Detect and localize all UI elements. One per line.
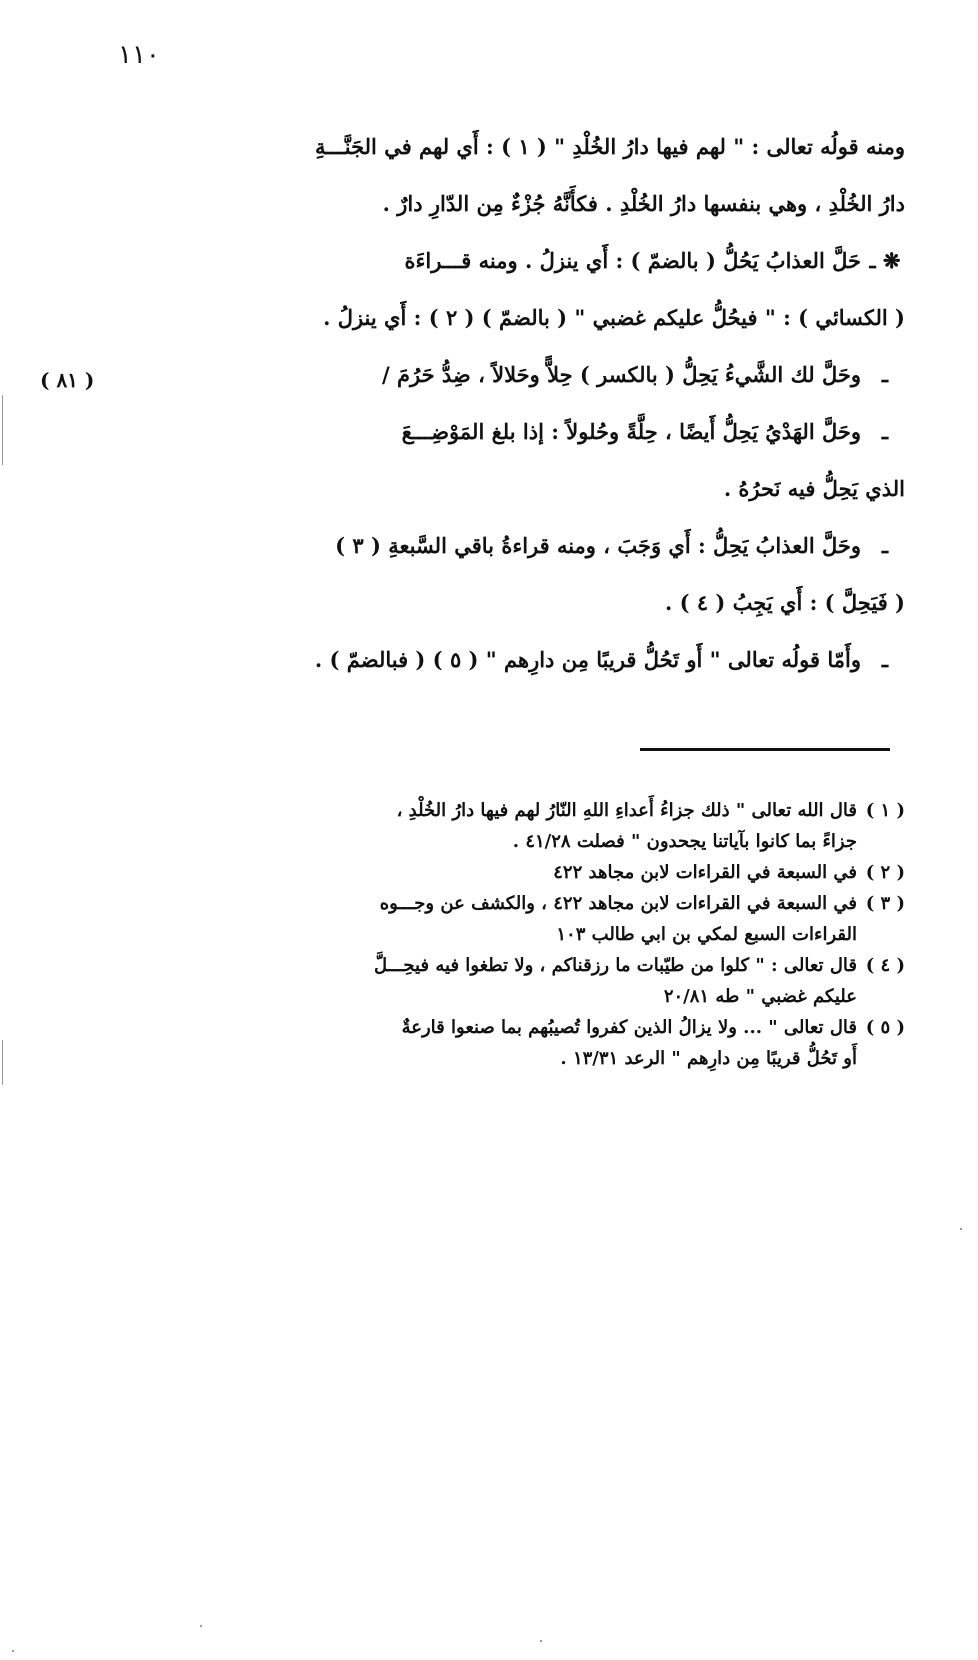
entry-text: حَلَّ العذابُ يَحُلُّ ( بالضمّ ) : أَي ينزلُ . ومنه قـــراءَة [404,248,861,273]
entry-continuation: الذي يَحِلُّ فيه نَحرُهُ . [723,476,905,501]
footnote [115,857,905,888]
footnote-text [115,795,857,857]
entry-marker: ـ [881,419,889,444]
footnote-text [115,950,857,1012]
scan-artifact [2,395,3,465]
entry-line [115,631,905,688]
footnote [115,795,905,857]
footnote-number: ( ٥ ) [865,1017,905,1038]
entry-marker: ـ [881,362,889,387]
scan-speck [960,1228,962,1230]
entry-marker: ـ [881,533,889,558]
footnote-line: أَو تَحُلُّ قريبًا مِن دارِهم " الرعد ١٣/٣١ . [560,1048,857,1069]
entry-text: وحَلَّ لك الشَّيءُ يَحِلُّ ( بالكسر ) حِلاًّ وحَلالاً ، ضِدُّ حَرُمَ / [382,362,861,387]
margin-reference: ( ٨١ ) [40,368,95,392]
scan-speck [200,1625,202,1627]
paragraph-line: ومنه قولُه تعالى : " لهم فيها دارُ الخُلْدِ " ( ١ ) : أَي لهم في الجَنَّـــةِ [315,134,905,159]
entry-line [115,346,905,403]
scan-speck [12,1650,14,1652]
page-number: ١١٠ [118,40,160,70]
entry-continuation: ( فَيَحِلَّ ) : أَي يَجِبُ ( ٤ ) . [664,590,905,615]
footnote-line: في السبعة في القراءات لابن مجاهد ٤٢٢ [553,862,857,883]
footnote-text [115,1012,857,1074]
entry-marker: ❋ ـ [869,248,901,273]
entry-line [115,403,905,460]
footnote-line: في السبعة في القراءات لابن مجاهد ٤٢٢ ، والكشف عن وجـــوه [379,893,857,914]
main-text [115,118,905,688]
footnote-line: جزاءً بما كانوا بآياتنا يجحدون " فصلت ٤١/٢٨ . [512,831,857,852]
footnote-line: قال تعالى " ... ولا يزالُ الذين كفروا تُصيبُهم بما صنعوا قارعةٌ [401,1017,857,1038]
footnote-text [115,857,857,888]
entry-continuation: ( الكسائي ) : " فيحُلُّ عليكم غضبي " ( بالضمّ ) ( ٢ ) : أَي ينزلُ . [323,305,905,330]
footnote-line: عليكم غضبي " طه ٢٠/٨١ [663,986,857,1007]
entry-text: وحَلَّ العذابُ يَحِلُّ : أَي وَجَبَ ، ومنه قراءةُ باقي السَّبعةِ ( ٣ ) [335,533,861,558]
footnote-line: قال الله تعالى " ذلك جزاءُ أَعداءِ اللهِ النّارُ لهم فيها دارُ الخُلْدِ ، [396,800,857,821]
footnote-number: ( ١ ) [865,800,905,821]
entry-line [115,517,905,574]
footnote-line: القراءات السبع لمكي بن ابي طالب ١٠٣ [556,924,857,945]
footnote-line: قال تعالى : " كلوا من طيّبات ما رزقناكم ، ولا تطغوا فيه فيحِـــلَّ [373,955,857,976]
footnote-separator [640,748,890,751]
footnote-text [115,888,857,950]
scan-speck [540,1640,542,1642]
footnote-number: ( ٣ ) [865,893,905,914]
footnote [115,888,905,950]
footnote [115,950,905,1012]
footnote-number: ( ٢ ) [865,862,905,883]
footnote [115,1012,905,1074]
entry-text: وحَلَّ الهَدْيُ يَحِلُّ أَيضًا ، حِلَّةً وحُلولاً : إذا بلغ المَوْضِـــعَ [401,419,861,444]
entry-text: وأَمّا قولُه تعالى " أَو تَحُلُّ قريبًا مِن دارِهم " ( ٥ ) ( فبالضمّ ) . [314,647,861,672]
footnote-number: ( ٤ ) [865,955,905,976]
scan-artifact [2,1040,3,1085]
entry-marker: ـ [881,647,889,672]
paragraph-line: دارُ الخُلْدِ ، وهي بنفسها دارُ الخُلْدِ . فكأَنَّهُ جُزْءٌ مِن الدّارِ دارٌ . [382,191,905,216]
entry-line [115,232,905,289]
footnotes [115,795,905,1074]
